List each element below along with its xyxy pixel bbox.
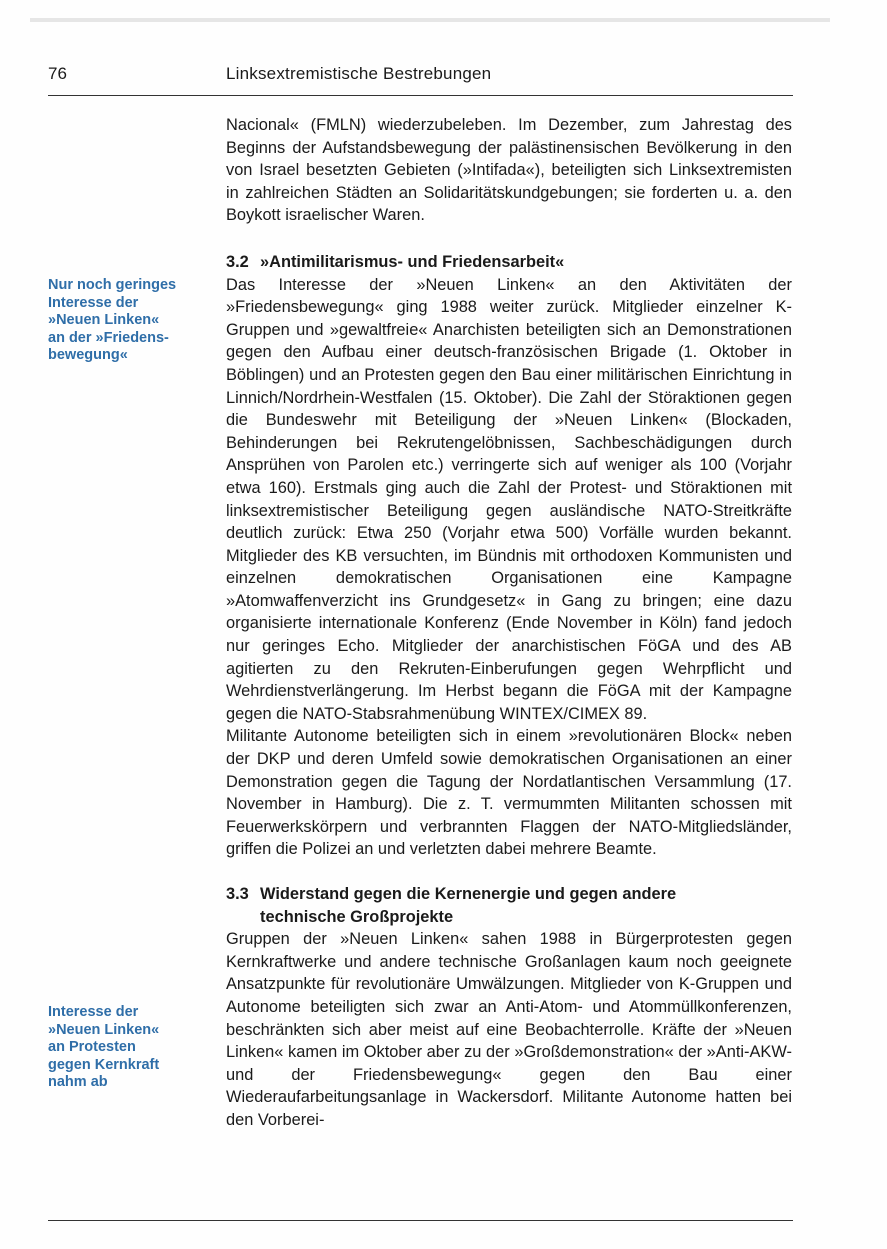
margin-note-line: bewegung« [48,347,128,363]
margin-note-line: Nur noch geringes [48,277,177,293]
margin-note-kernkraft [48,1004,208,1092]
section-heading-3-2 [226,251,792,274]
section-title-line-2: technische Großprojekte [260,907,454,926]
margin-note-line: an Protesten [48,1039,136,1055]
section-heading-3-3 [226,883,792,928]
page-header [48,64,793,88]
section-number: 3.2 [226,252,249,271]
margin-note-line: Interesse der [48,1004,139,1020]
margin-note-line: nahm ab [48,1074,108,1090]
section-number: 3.3 [226,885,249,903]
section-title: »Antimilitarismus- und Friedensarbeit« [260,252,565,271]
section-title-line-1: Widerstand gegen die Kernenergie und gegen andere [260,885,677,903]
intro-paragraph: Nacional« (FMLN) wiederzubeleben. Im Dezember, zum Jahrestag des Beginns der Aufstandsbewegung der palästinensischen Bevölkerung in den von Israel besetzten Gebieten (»Intifada«), beteiligten sich Linksextremisten in zahlreichen Städten an Solidaritätskundgebungen; sie forderten u. a. den Boykott israelischer Waren. [226,116,792,225]
header-rule [48,95,793,96]
page-top-edge [30,18,830,22]
margin-note-line: »Neuen Linken« [48,312,160,328]
section-3-2-paragraph-2: Militante Autonome beteiligten sich in einem »revolutionären Block« neben der DKP und deren Umfeld sowie demokratischen Organisationen an einer Demonstration gegen die Tagung der Nordatlantischen Versammlung (17. November in Hamburg). Die z. T. vermummten Militanten schossen mit Feuerwerkskörpern und verbrannten Flaggen der NATO-Mitgliedsländer, griffen die Polizei an und verletzten dabei mehrere Beamte. [226,727,792,859]
main-text-column [226,114,792,1132]
margin-note-line: an der »Friedens- [48,329,169,346]
page-number: 76 [48,64,67,83]
running-title: Linksextremistische Bestrebungen [226,64,492,83]
margin-note-line: gegen Kernkraft [48,1056,160,1073]
margin-note-line: »Neuen Linken« [48,1021,160,1038]
margin-note-line: Interesse der [48,294,139,311]
section-3-2-paragraph-1: Das Interesse der »Neuen Linken« an den Aktivitäten der »Friedensbewegung« ging 1988 weiter zurück. Mitglieder einzelner K-Gruppen und »gewaltfreie« Anarchisten beteiligten sich an Demonstrationen gegen den Aufbau einer deutsch-französischen Brigade (1. Oktober in Böblingen) und an Protesten gegen den Bau einer militärischen Einrichtung in Linnich/Nordrhein-Westfalen (15. Oktober). Die Zahl der Störaktionen gegen die Bundeswehr mit Beteiligung der »Neuen Linken« (Blockaden, Behinderungen bei Rekrutengelöbnissen, Sachbeschädigungen durch Ansprühen von Parolen etc.) verringerte sich auf weniger als 100 (Vorjahr etwa 160). Erstmals ging auch die Zahl der Protest- und Störaktionen mit linksextremistischer Beteiligung gegen ausländische NATO-Streitkräfte deutlich zurück: Etwa 250 (Vorjahr etwa 500) Vorfälle wurden bekannt. Mitglieder des KB versuchten, im Bündnis mit orthodoxen Kommunisten und einzelnen demokratischen Organisationen eine Kampagne »Atomwaffenverzicht ins Grundgesetz« in Gang zu bringen; eine dazu organisierte internationale Konferenz (Ende November in Köln) fand jedoch nur geringes Echo. Mitglieder der anarchistischen FöGA und des AB agitierten zu den Rekruten-Einberufungen gegen Wehrpflicht und Wehrdienstverlängerung. Im Herbst begann die FöGA mit der Kampagne gegen die NATO-Stabsrahmenübung WINTEX/CIMEX 89. [226,275,792,723]
margin-note-friedensbewegung [48,277,208,365]
footer-rule [48,1220,793,1221]
section-3-3-paragraph: Gruppen der »Neuen Linken« sahen 1988 in Bürgerprotesten gegen Kernkraftwerke und andere technische Großanlagen kaum noch geeignete Ansatzpunkte für revolutionäre Umwälzungen. Mitglieder von K-Gruppen und Autonome beteiligten sich zwar an Anti-Atom- und Atommüllkonferenzen, beschränkten sich aber meist auf eine Beobachterrolle. Kräfte der »Neuen Linken« kamen im Oktober aber zu der »Großdemonstration« der »Anti-AKW- und der Friedensbewegung« gegen den Bau einer Wiederaufarbeitungsanlage in Wackersdorf. Militante Autonome hatten bei den Vorberei- [226,930,792,1129]
